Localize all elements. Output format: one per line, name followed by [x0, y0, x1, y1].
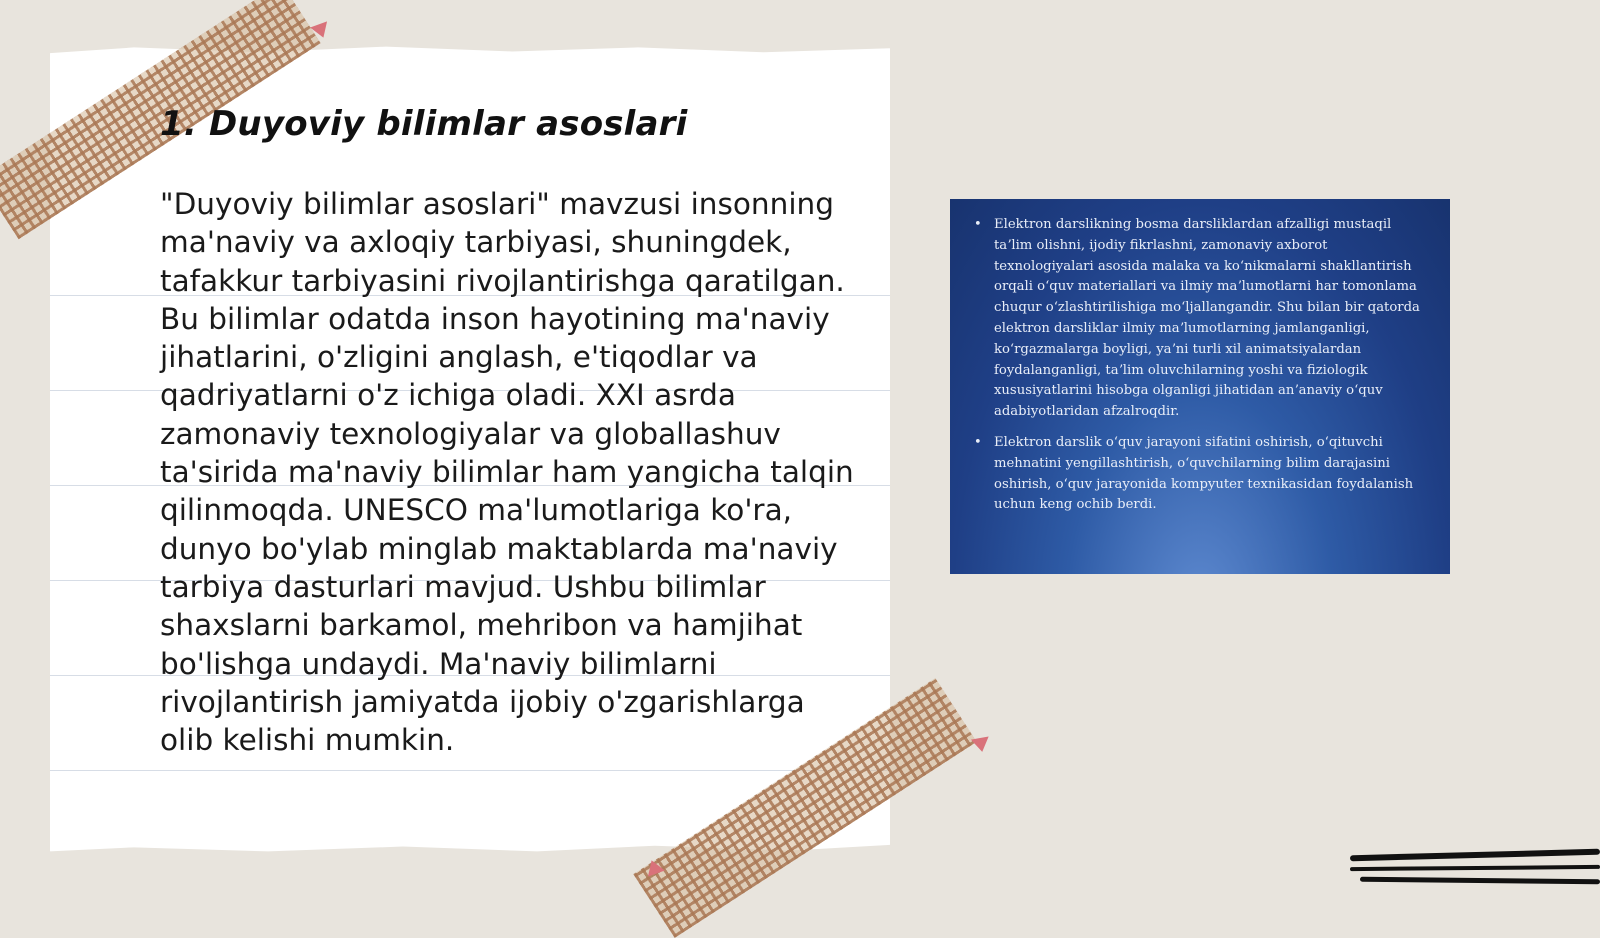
- panel-bullet-text: Elektron darslik oʻquv jarayoni sifatini oshirish, oʻqituvchi mehnatini yengillashtirish, oʻquvchilarning bilim darajasini oshirish, oʻquv jarayonida kompyuter texnikasidan foydalanish uchun keng ochib berdi.: [994, 434, 1414, 513]
- brush-stroke: [1350, 865, 1600, 871]
- paper-rule: [50, 770, 890, 771]
- panel-bullet-list: [974, 215, 1422, 516]
- panel-bullet-text: Elektron darslikning bosma darsliklardan afzalligi mustaqil taʼlim olishni, ijodiy fikrlashni, zamonaviy axborot texnologiyalari asosida malaka va koʻnikmalarni shakllantirish orqali oʻquv materiallari va ilmiy maʼlumotlarni har tomonlama chuqur oʻzlashtirilishiga moʻljallangandir. Shu bilan bir qatorda elektron darsliklar ilmiy maʼlumotlarning jamlanganligi, koʻrgazmalarga boyligi, yaʼni turli xil animatsiyalardan foydalanganligi, taʼlim oluvchilarning yoshi va fiziologik xususiyatlarini hisobga olganligi jihatidan anʼanaviy oʻquv adabiyotlaridan afzalroqdir.: [994, 217, 1420, 420]
- bullet-icon: •: [974, 217, 982, 232]
- body-paragraph: "Duyoviy bilimlar asoslari" mavzusi insonning ma'naviy va axloqiy tarbiyasi, shuningdek, tafakkur tarbiyasini rivojlantirishga qaratilgan. Bu bilimlar odatda inson hayotining ma'naviy jihatlarini, o'zligini anglash, e'tiqodlar va qadriyatlarni o'z ichiga oladi. XXI asrda zamonaviy texnologiyalar va globallashuv ta'sirida ma'naviy bilimlar ham yangicha talqin qilinmoqda. UNESCO ma'lumotlariga ko'ra, dunyo bo'ylab minglab maktablarda ma'naviy tarbiya dasturlari mavjud. Ushbu bilimlar shaxslarni barkamol, mehribon va hamjihat bo'lishga undaydi. Ma'naviy bilimlarni rivojlantirish jamiyatda ijobiy o'zgarishlarga olib kelishi mumkin.: [160, 187, 854, 758]
- brush-stroke: [1360, 877, 1600, 885]
- pin-icon: [971, 737, 991, 754]
- panel-bullet-item: [974, 433, 1422, 516]
- bullet-icon: •: [974, 434, 982, 450]
- panel-bullet-item: [974, 215, 1422, 423]
- brush-stroke: [1350, 849, 1600, 862]
- slide-title: 1. Duyoviy bilimlar asoslari: [160, 104, 688, 144]
- pin-icon: [310, 21, 332, 40]
- embedded-slide-image: [950, 199, 1450, 574]
